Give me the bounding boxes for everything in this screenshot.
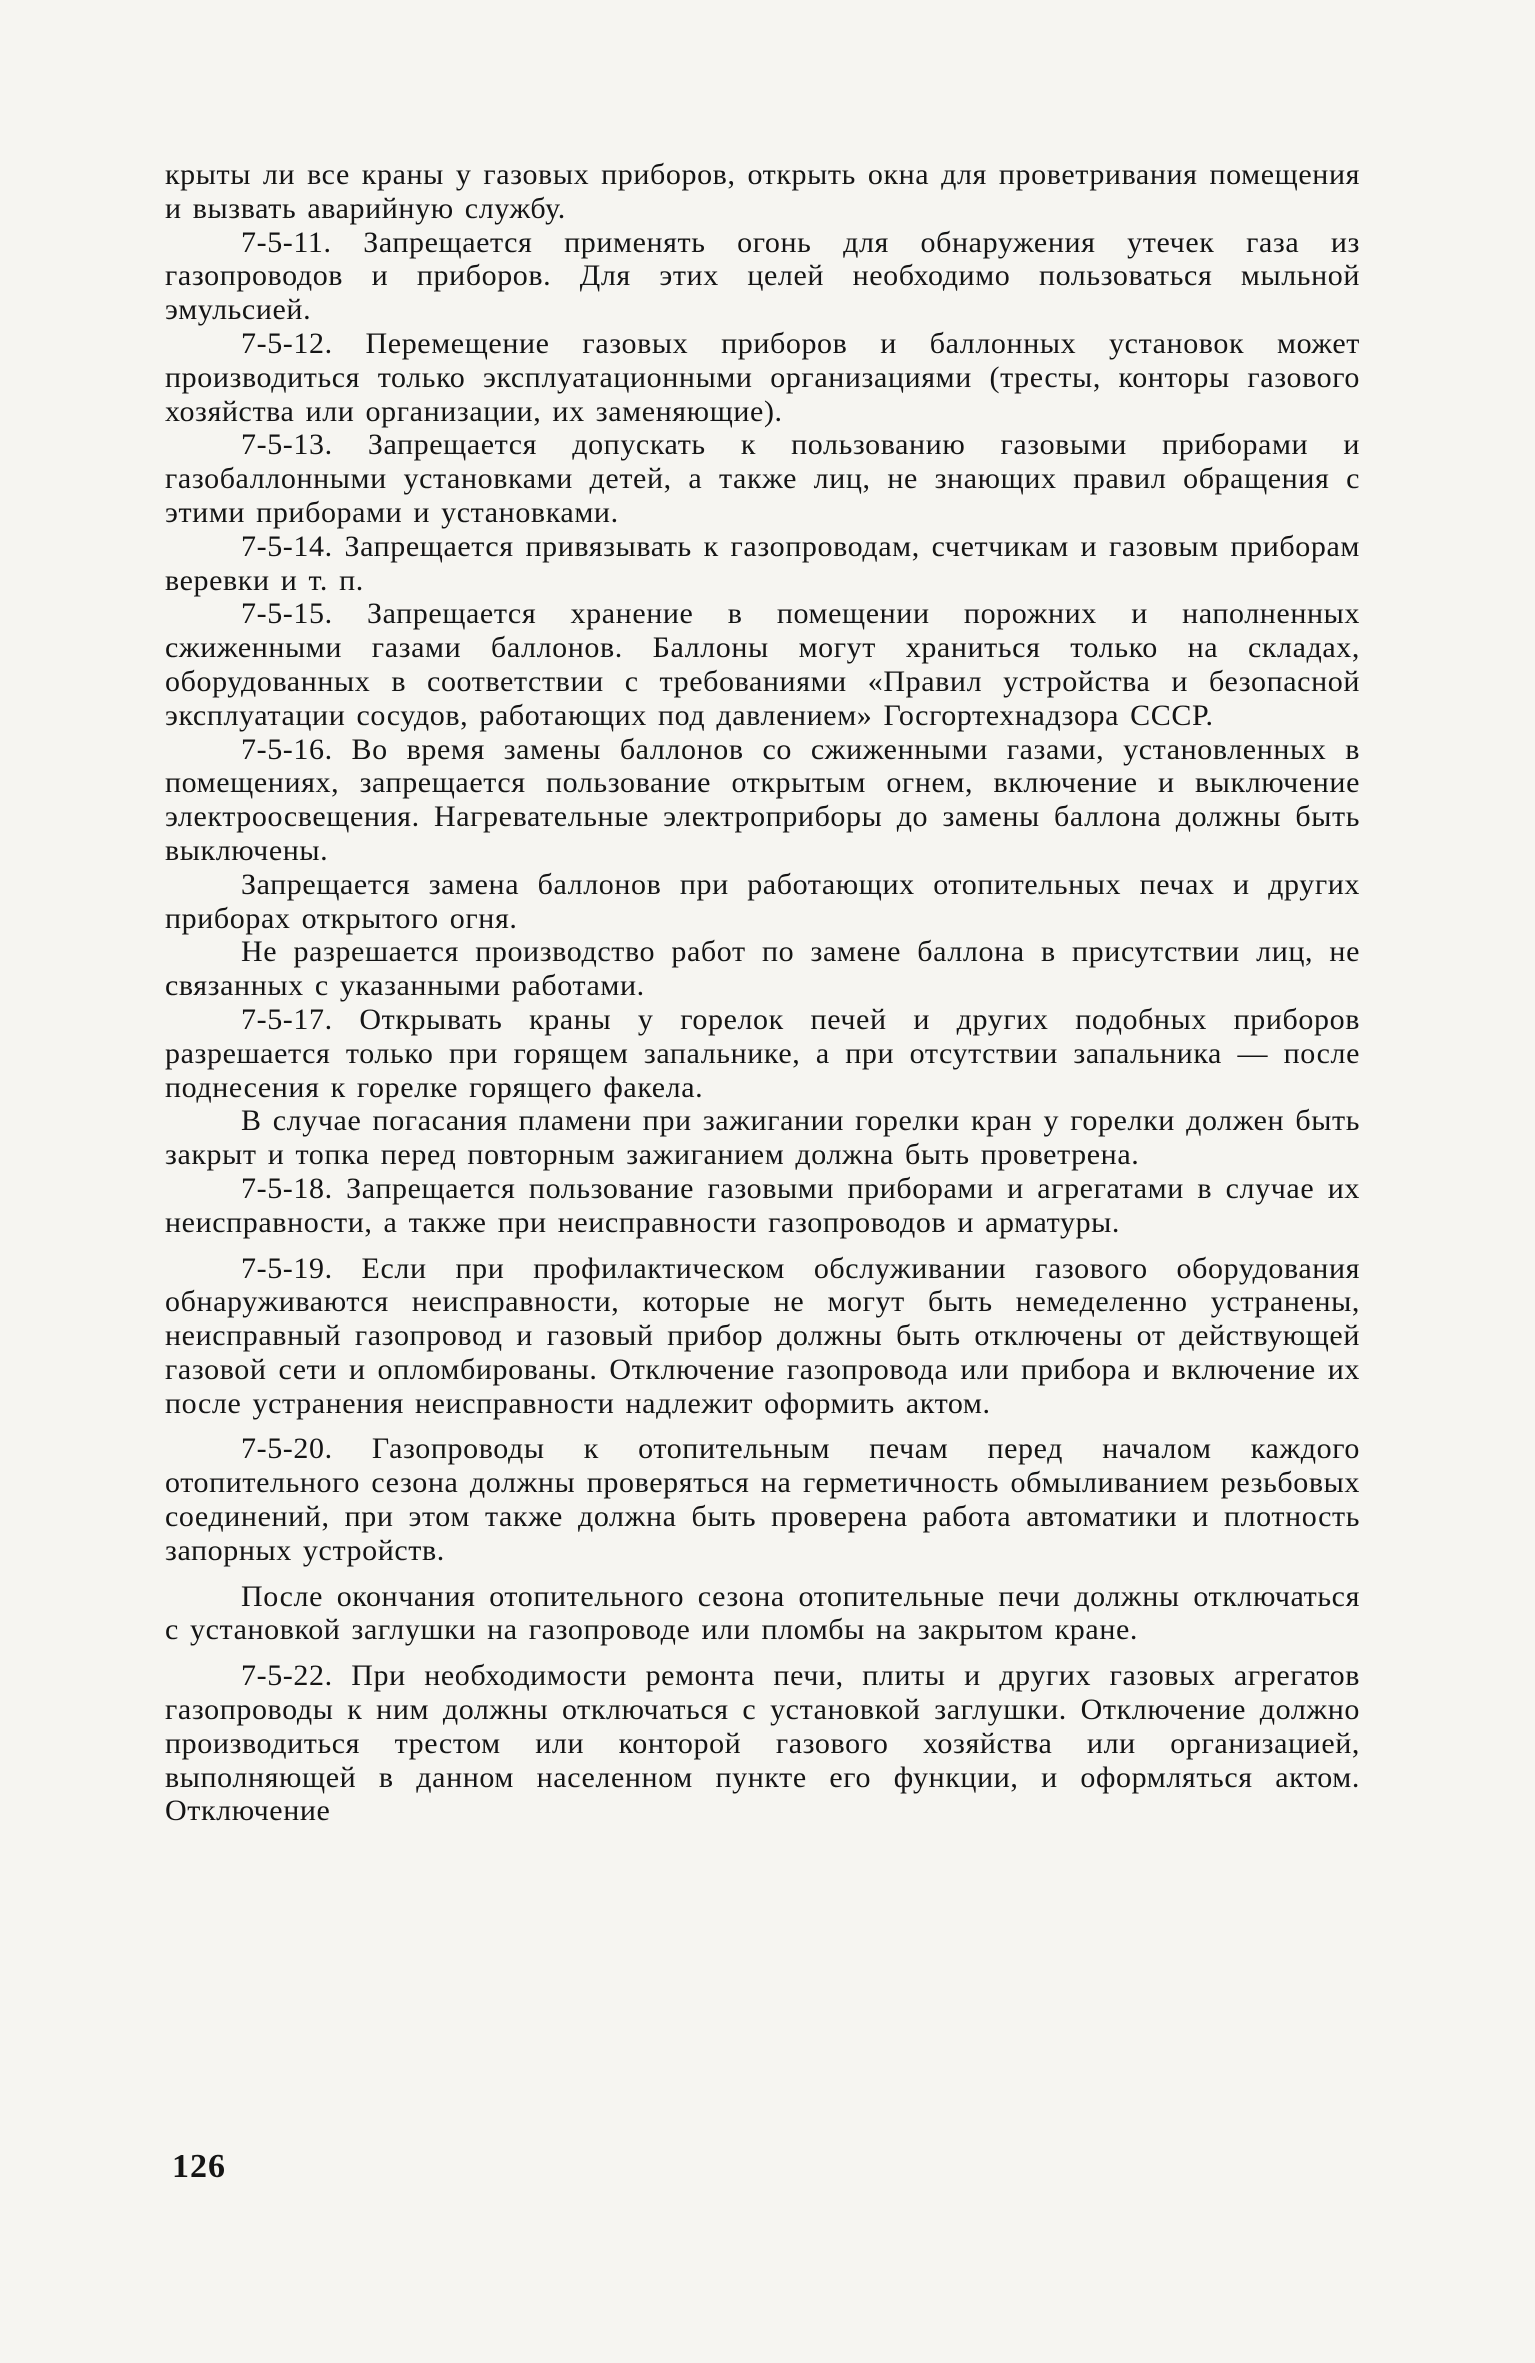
paragraph-7-5-16-cont-2: Не разрешается производство работ по замене баллона в присутствии лиц, не связанных с указанными работами. [165,935,1360,1003]
paragraph-7-5-12: 7-5-12. Перемещение газовых приборов и баллонных установок может производиться только эксплуатационными организациями (тресты, конторы газового хозяйства или организации, их заменяющие). [165,326,1360,428]
paragraph-7-5-17: 7-5-17. Открывать краны у горелок печей и других подобных приборов разрешается только при горящем запальнике, а при отсутствии запальника — после поднесения к горелке горящего факела. [165,1002,1360,1104]
paragraph-7-5-13: 7-5-13. Запрещается допускать к пользованию газовыми приборами и газобаллонными установками детей, а также лиц, не знающих правил обращения с этими приборами и установками. [165,428,1360,529]
paragraph-7-5-14: 7-5-14. Запрещается привязывать к газопроводам, счетчикам и газовым приборам веревки и т. п. [165,529,1360,597]
paragraph-7-5-16: 7-5-16. Во время замены баллонов со сжиженными газами, установленных в помещениях, запрещается пользование открытым огнем, включение и выключение электроосвещения. Нагревательные электроприборы до замены баллона должны быть выключены. [165,732,1360,867]
page-number: 126 [172,2148,226,2185]
paragraph-7-5-22: 7-5-22. При необходимости ремонта печи, плиты и других газовых агрегатов газопроводы к ним должны отключаться с установкой заглушки. Отключение должно производиться трестом или конторой газового хозяйства или организацией, выполняющей в данном населенном пункте его функции, и оформляться актом. Отключение [165,1659,1360,1828]
body-text [165,158,1360,1828]
paragraph-7-5-16-cont-1: Запрещается замена баллонов при работающих отопительных печах и других приборах открытого огня. [165,867,1360,935]
paragraph-7-5-18: 7-5-18. Запрещается пользование газовыми приборами и агрегатами в случае их неисправности, а также при неисправности газопроводов и арматуры. [165,1171,1360,1239]
paragraph-7-5-11: 7-5-11. Запрещается применять огонь для обнаружения утечек газа из газопроводов и приборов. Для этих целей необходимо пользоваться мыльной эмульсией. [165,225,1360,327]
paragraph-7-5-15: 7-5-15. Запрещается хранение в помещении порожних и наполненных сжиженными газами баллонов. Баллоны могут храниться только на складах, оборудованных в соответствии с требованиями «Правил устройства и безопасной эксплуатации сосудов, работающих под давлением» Госгортехнадзора СССР. [165,597,1360,732]
paragraph-7-5-19: 7-5-19. Если при профилактическом обслуживании газового оборудования обнаруживаются неисправности, которые не могут быть немеделенно устранены, неисправный газопровод и газовый прибор должны быть отключены от действующей газовой сети и опломбированы. Отключение газопровода или прибора и включение их после устранения неисправности надлежит оформить актом. [165,1251,1360,1420]
paragraph-continued: крыты ли все краны у газовых приборов, открыть окна для проветривания помещения и вызвать аварийную службу. [165,158,1360,225]
paragraph-7-5-21: После окончания отопительного сезона отопительные печи должны отключаться с установкой заглушки на газопроводе или пломбы на закрытом кране. [165,1579,1360,1647]
paragraph-7-5-20: 7-5-20. Газопроводы к отопительным печам перед началом каждого отопительного сезона должны проверяться на герметичность обмыливанием резьбовых соединений, при этом также должна быть проверена работа автоматики и плотность запорных устройств. [165,1432,1360,1567]
paragraph-7-5-17-cont: В случае погасания пламени при зажигании горелки кран у горелки должен быть закрыт и топка перед повторным зажиганием должна быть проветрена. [165,1104,1360,1172]
